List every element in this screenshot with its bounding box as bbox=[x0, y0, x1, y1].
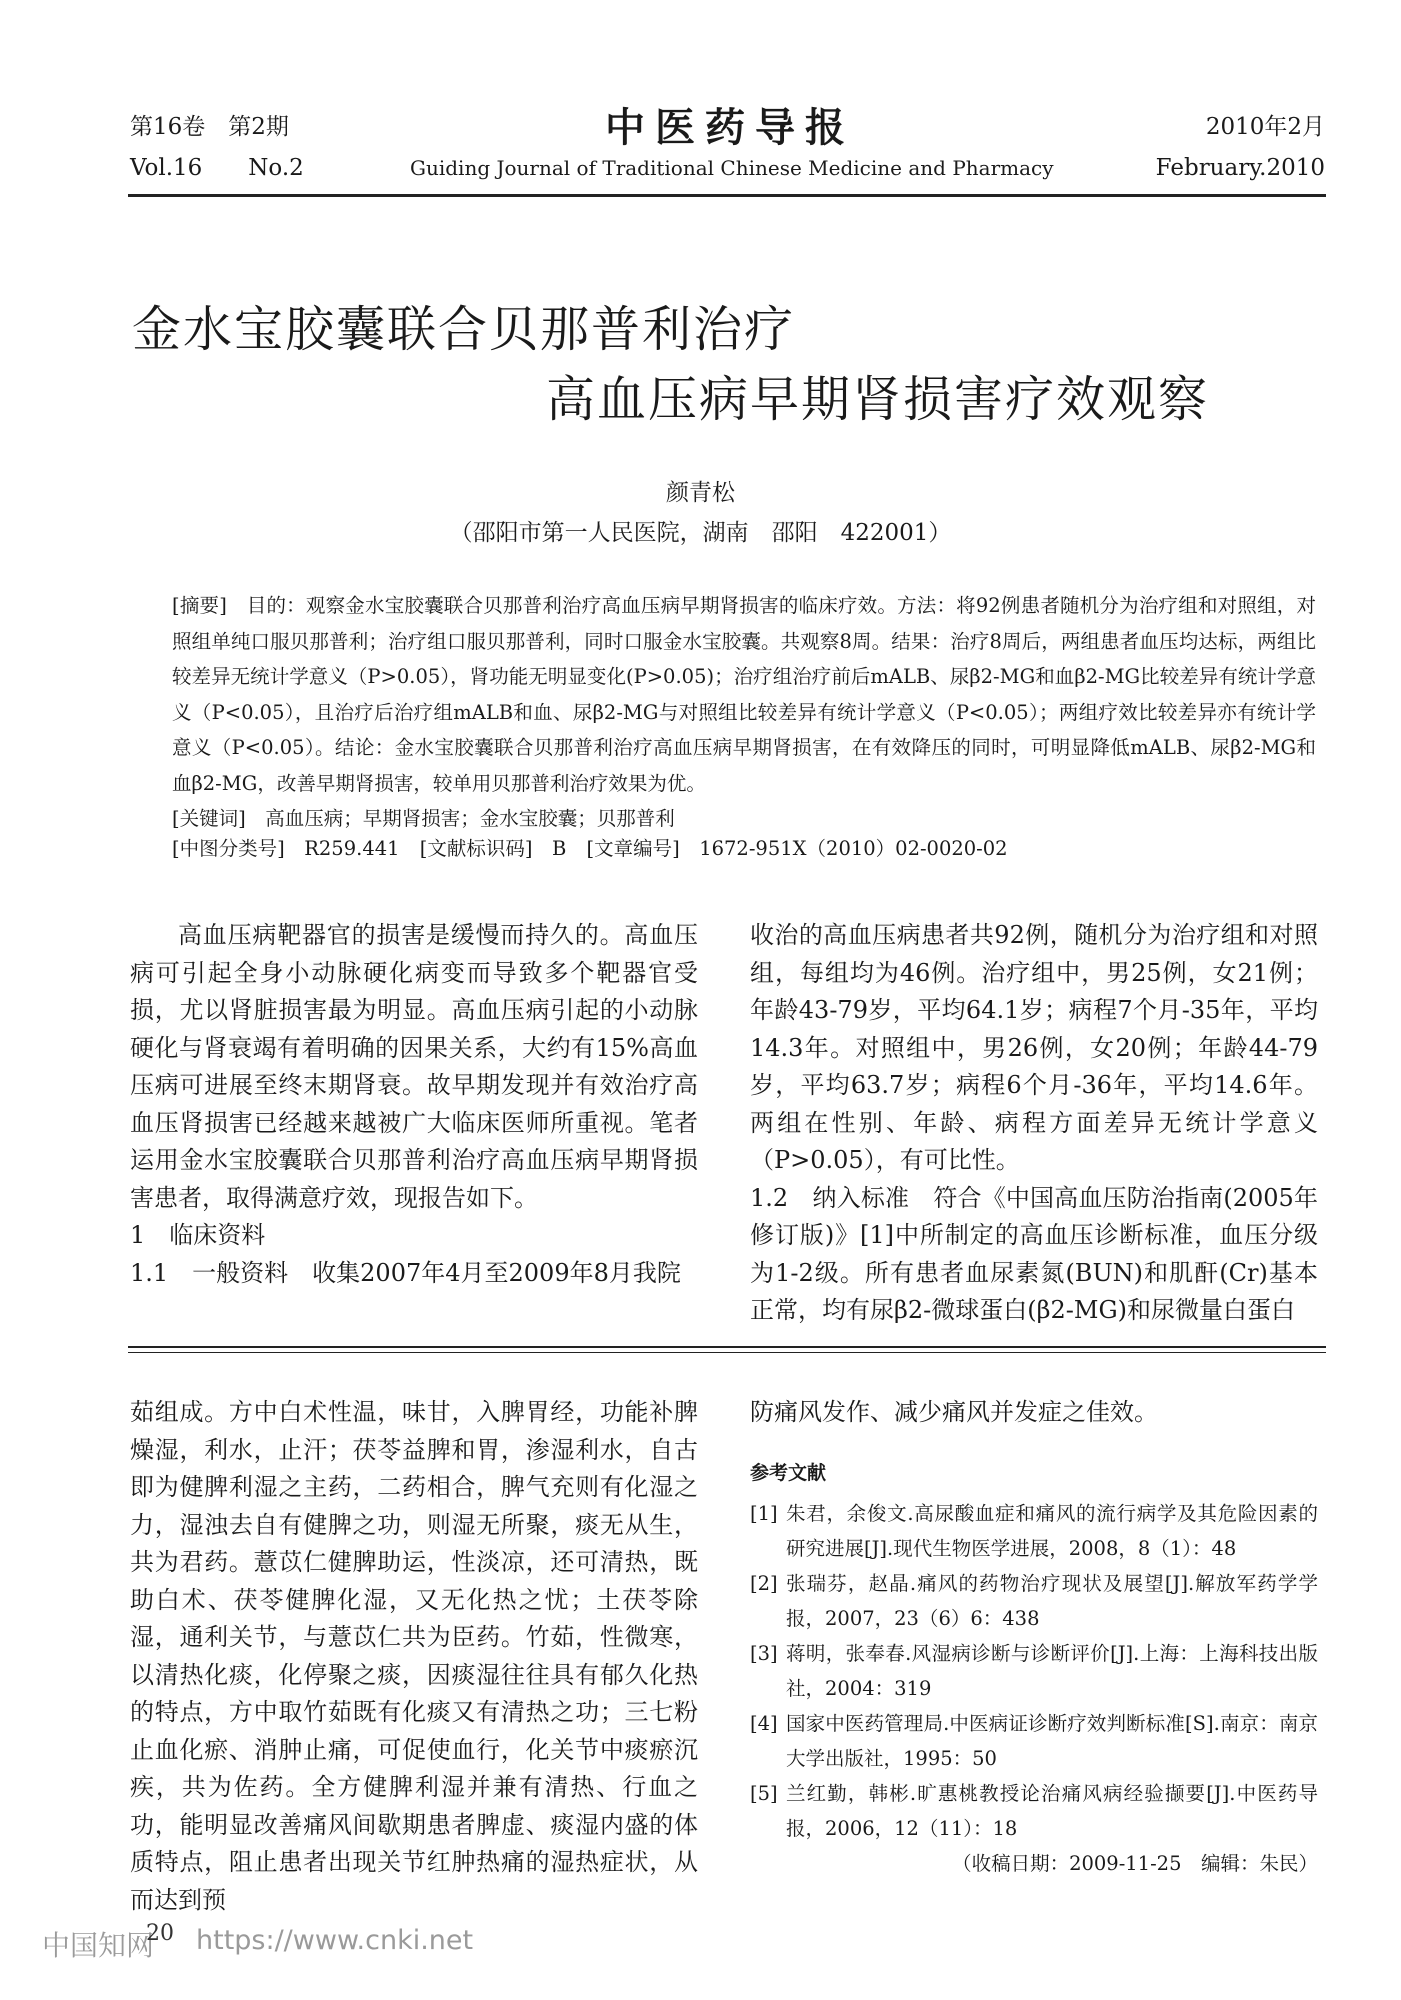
body-right-column-upper bbox=[750, 917, 1318, 1330]
section-1-1: 1.1 一般资料 收集2007年4月至2009年8月我院 bbox=[130, 1258, 681, 1287]
reference-text: 兰红勤，韩彬.旷惠桃教授论治痛风病经验撷要[J].中医药导报，2006，12（11）：18 bbox=[786, 1781, 1318, 1840]
reference-item bbox=[750, 1566, 1318, 1636]
section-separator-bottom bbox=[128, 1352, 1326, 1353]
page-number: 20 bbox=[146, 1921, 174, 1946]
body-left-column-lower bbox=[130, 1394, 698, 1919]
document-code: [文献标识码] B bbox=[419, 837, 567, 860]
author-affiliation: （邵阳市第一人民医院，湖南 邵阳 422001） bbox=[449, 520, 952, 546]
inclusion-criteria-paragraph: 1.2 纳入标准 符合《中国高血压防治指南(2005年修订版)》[1]中所制定的高血压诊断标准，血压分级为1-2级。所有患者血尿素氮(BUN)和肌酐(Cr)基本正常，均有尿β2-微球蛋白(β2-MG)和尿微量白蛋白 bbox=[750, 1183, 1318, 1324]
article-number: [文章编号] 1672-951X（2010）02-0020-02 bbox=[586, 837, 1008, 860]
volume-issue-cn: 第16卷 第2期 bbox=[130, 114, 289, 140]
author-name: 颜青松 bbox=[666, 480, 735, 506]
section-separator-top bbox=[128, 1346, 1326, 1348]
section-heading-1: 1 临床资料 bbox=[130, 1221, 266, 1249]
reference-text: 朱君，余俊文.高尿酸血症和痛风的流行病学及其危险因素的研究进展[J].现代生物医学进展，2008，8（1）：48 bbox=[786, 1501, 1318, 1560]
intro-paragraph: 高血压病靶器官的损害是缓慢而持久的。高血压病可引起全身小动脉硬化病变而导致多个靶器官受损，尤以肾脏损害最为明显。高血压病引起的小动脉硬化与肾衰竭有着明确的因果关系，大约有15%高血压病可进展至终末期肾衰。故早期发现并有效治疗高血压肾损害已经越来越被广大临床医师所重视。笔者运用金水宝胶囊联合贝那普利治疗高血压病早期肾损害患者，取得满意疗效，现报告如下。 bbox=[130, 921, 698, 1212]
reference-text: 国家中医药管理局.中医病证诊断疗效判断标准[S].南京：南京大学出版社，1995：50 bbox=[786, 1711, 1318, 1770]
issue-date-cn: 2010年2月 bbox=[1205, 114, 1325, 140]
reference-item bbox=[750, 1776, 1318, 1846]
cnki-url[interactable]: https://www.cnki.net bbox=[196, 1925, 474, 1956]
journal-title-cn: 中医药导报 bbox=[605, 104, 855, 151]
conclusion-fragment: 防痛风发作、减少痛风并发症之佳效。 bbox=[750, 1398, 1158, 1426]
reference-item bbox=[750, 1706, 1318, 1776]
references-list bbox=[750, 1496, 1318, 1846]
abstract-text: [摘要] 目的：观察金水宝胶囊联合贝那普利治疗高血压病早期肾损害的临床疗效。方法：将92例患者随机分为治疗组和对照组，对照组单纯口服贝那普利；治疗组口服贝那普利，同时口服金水宝胶囊。共观察8周。结果：治疗8周后，两组患者血压均达标，两组比较差异无统计学意义（P>0.05），肾功能无明显变化(P>0.05)；治疗组治疗前后mALB、尿β2-MG和血β2-MG比较差异有统计学意义（P<0.05），且治疗后治疗组mALB和血、尿β2-MG与对照组比较差异有统计学意义（P<0.05）；两组疗效比较差异亦有统计学意义（P<0.05）。结论：金水宝胶囊联合贝那普利治疗高血压病早期肾损害，在有效降压的同时，可明显降低mALB、尿β2-MG和血β2-MG，改善早期肾损害，较单用贝那普利治疗效果为优。 bbox=[172, 594, 1316, 795]
reference-number: [5] bbox=[750, 1781, 778, 1805]
journal-title-en: Guiding Journal of Traditional Chinese Medicine and Pharmacy bbox=[410, 156, 1054, 180]
references-title: 参考文献 bbox=[750, 1461, 827, 1484]
issue-date-en: February.2010 bbox=[1155, 155, 1325, 181]
general-data-paragraph: 收治的高血压病患者共92例，随机分为治疗组和对照组，每组均为46例。治疗组中，男25例，女21例；年龄43-79岁，平均64.1岁；病程7个月-35年，平均14.3年。对照组中，男26例，女20例；年龄44-79岁，平均63.7岁；病程6个月-36年，平均14.6年。两组在性别、年龄、病程方面差异无统计学意义（P>0.05），有可比性。 bbox=[750, 921, 1318, 1174]
reference-number: [3] bbox=[750, 1641, 778, 1665]
prescription-analysis-paragraph: 茹组成。方中白术性温，味甘，入脾胃经，功能补脾燥湿，利水，止汗；茯苓益脾和胃，渗湿利水，自古即为健脾利湿之主药，二药相合，脾气充则有化湿之力，湿浊去自有健脾之功，则湿无所聚，痰无从生，共为君药。薏苡仁健脾助运，性淡凉，还可清热，既助白术、茯苓健脾化湿，又无化热之忧；土茯苓除湿，通利关节，与薏苡仁共为臣药。竹茹，性微寒，以清热化痰，化停聚之痰，因痰湿往往具有郁久化热的特点，方中取竹茹既有化痰又有清热之功；三七粉止血化瘀、消肿止痛，可促使血行，化关节中痰瘀沉疾，共为佐药。全方健脾利湿并兼有清热、行血之功，能明显改善痛风间歇期患者脾虚、痰湿内盛的体质特点，阻止患者出现关节红肿热痛的湿热症状，从而达到预 bbox=[130, 1398, 698, 1914]
reference-text: 蒋明，张奉春.风湿病诊断与诊断评价[J].上海：上海科技出版社，2004：319 bbox=[786, 1641, 1318, 1700]
reference-item bbox=[750, 1496, 1318, 1566]
reference-number: [2] bbox=[750, 1571, 778, 1595]
reference-number: [1] bbox=[750, 1501, 778, 1525]
received-date: （收稿日期：2009-11-25 编辑：朱民） bbox=[952, 1851, 1318, 1875]
header-rule bbox=[128, 194, 1326, 197]
clc-number: [中图分类号] R259.441 bbox=[172, 837, 400, 860]
cnki-logo: 中国知网 bbox=[42, 1929, 155, 1962]
reference-number: [4] bbox=[750, 1711, 778, 1735]
article-title-line1: 金水宝胶囊联合贝那普利治疗 bbox=[132, 301, 796, 358]
abstract-block bbox=[172, 588, 1316, 837]
keywords: [关键词] 高血压病；早期肾损害；金水宝胶囊；贝那普利 bbox=[172, 807, 675, 830]
classification-line bbox=[172, 831, 1022, 867]
body-left-column-upper bbox=[130, 917, 698, 1292]
volume-issue-en: Vol.16 No.2 bbox=[130, 155, 304, 181]
reference-item bbox=[750, 1636, 1318, 1706]
reference-text: 张瑞芬，赵晶.痛风的药物治疗现状及展望[J].解放军药学学报，2007，23（6）6：438 bbox=[786, 1571, 1318, 1630]
article-title-line2: 高血压病早期肾损害疗效观察 bbox=[546, 371, 1210, 428]
body-right-column-lower bbox=[750, 1394, 1318, 1881]
